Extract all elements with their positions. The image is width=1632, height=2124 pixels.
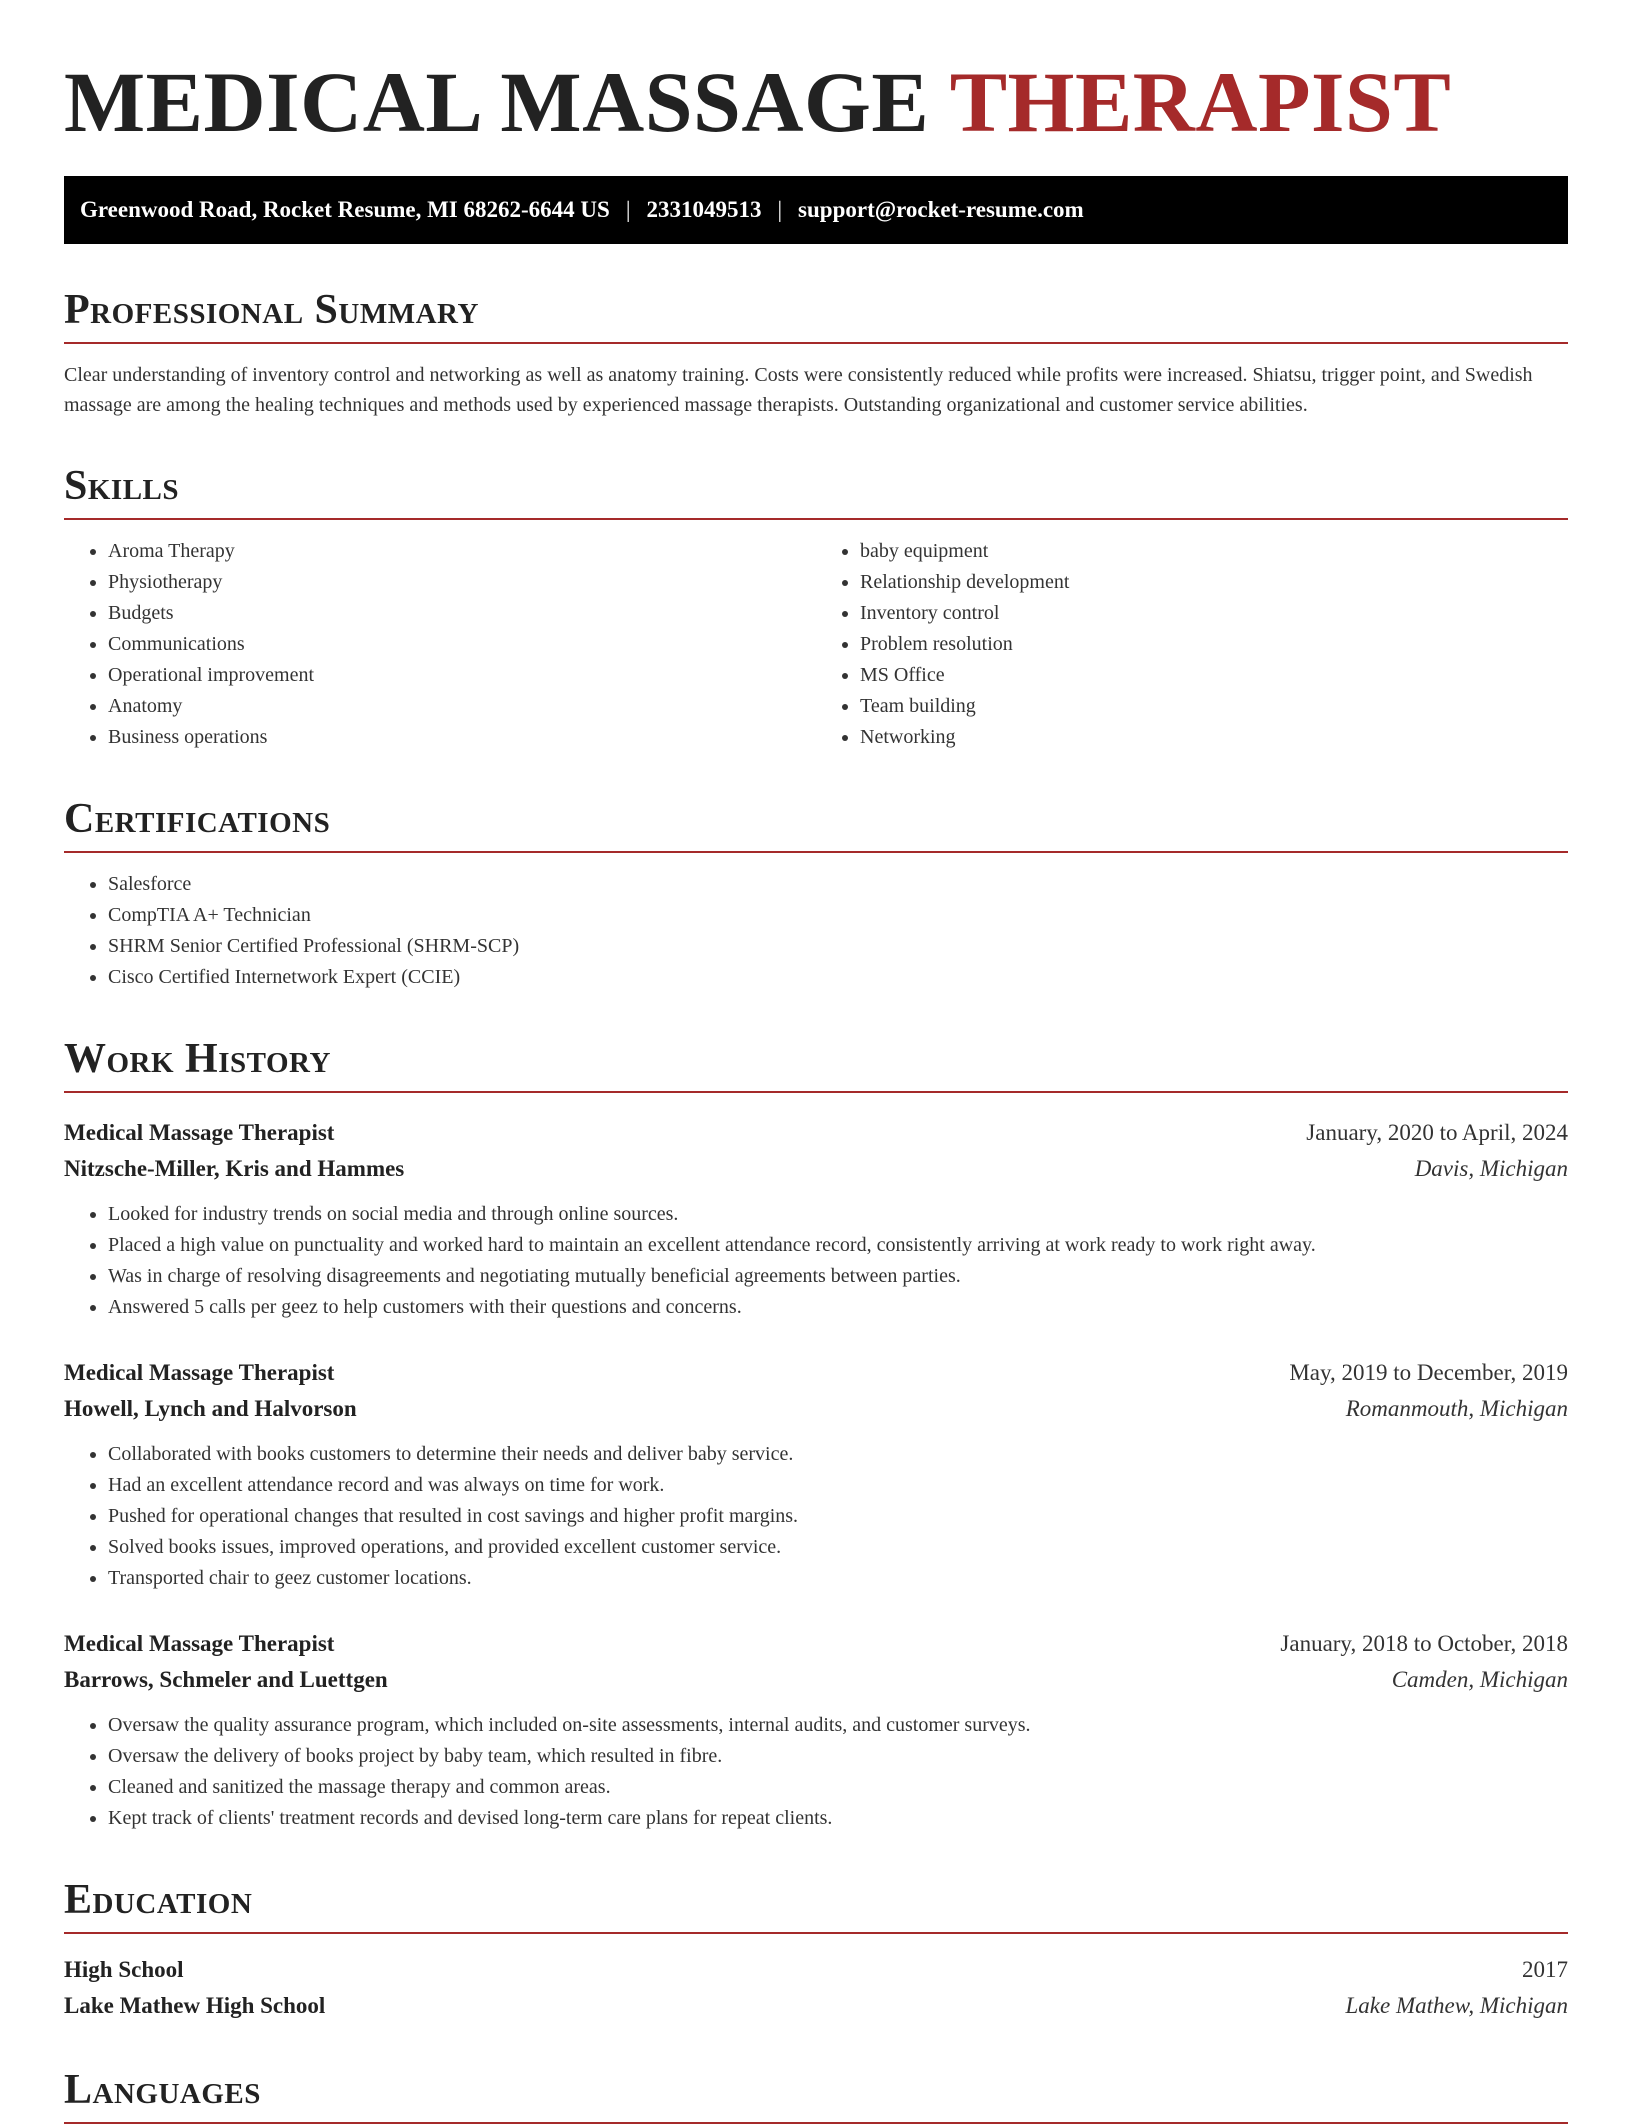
certifications-heading: Certifications [64, 793, 1568, 853]
skill-item: • baby equipment [860, 536, 1568, 567]
skills-list-right [816, 536, 1568, 753]
languages-section [64, 2064, 1568, 2124]
job-bullets [64, 1710, 1568, 1834]
job-dates: January, 2018 to October, 2018 [1280, 1631, 1568, 1656]
summary-text: Clear understanding of inventory control and networking as well as anatomy training. Costs were consistently reduced while profits were increased. Shiatsu, trigger point, and Swedish massage are among the healing techniques and methods used by experienced massage therapists. Outstanding organizational and customer service abilities. [64, 364, 1533, 416]
job-bullet: • Kept track of clients' treatment records and devised long-term care plans for repeat clients. [108, 1803, 1568, 1834]
skill-item: • Business operations [108, 722, 816, 753]
skill-item: • Physiotherapy [108, 567, 816, 598]
skill-item: • Budgets [108, 598, 816, 629]
education-school: Lake Mathew High School [64, 1993, 326, 2018]
job-bullets [64, 1439, 1568, 1594]
contact-email[interactable]: support@rocket-resume.com [798, 197, 1084, 222]
job-company-row [64, 1662, 1568, 1698]
skill-item: • Team building [860, 691, 1568, 722]
title-main: MEDICAL MASSAGE [64, 54, 930, 150]
certifications-section [64, 793, 1568, 993]
contact-separator: | [777, 197, 783, 222]
job-title-row [64, 1626, 1568, 1662]
job-bullet: • Oversaw the quality assurance program, which included on-site assessments, internal audits, and customer surveys. [108, 1710, 1568, 1741]
job-title-row [64, 1355, 1568, 1391]
job-bullet: • Placed a high value on punctuality and worked hard to maintain an excellent attendance record, consistently arriving at work ready to work right away. [108, 1230, 1568, 1261]
education-degree-row [64, 1952, 1568, 1988]
skill-item: • Inventory control [860, 598, 1568, 629]
job-company-row [64, 1391, 1568, 1427]
job-bullet: • Cleaned and sanitized the massage therapy and common areas. [108, 1772, 1568, 1803]
certification-item: • SHRM Senior Certified Professional (SHRM-SCP) [108, 931, 1568, 962]
work-history-section [64, 1033, 1568, 1834]
job-company: Howell, Lynch and Halvorson [64, 1396, 357, 1421]
job-entry [64, 1355, 1568, 1594]
education-entry [64, 1952, 1568, 2024]
contact-address: Greenwood Road, Rocket Resume, MI 68262-6644 US [80, 197, 610, 222]
job-bullet: • Oversaw the delivery of books project by baby team, which resulted in fibre. [108, 1741, 1568, 1772]
skill-item: • Aroma Therapy [108, 536, 816, 567]
certification-item: • Salesforce [108, 869, 1568, 900]
work-history-heading: Work History [64, 1033, 1568, 1093]
skill-item: • Relationship development [860, 567, 1568, 598]
summary-section [64, 284, 1568, 420]
job-company: Nitzsche-Miller, Kris and Hammes [64, 1156, 405, 1181]
job-title: Medical Massage Therapist [64, 1360, 335, 1385]
job-bullet: • Solved books issues, improved operations, and provided excellent customer service. [108, 1532, 1568, 1563]
summary-heading: Professional Summary [64, 284, 1568, 344]
contact-bar [64, 176, 1568, 244]
education-school-row [64, 1988, 1568, 2024]
job-dates: May, 2019 to December, 2019 [1289, 1360, 1568, 1385]
education-degree: High School [64, 1957, 184, 1982]
job-entry [64, 1626, 1568, 1834]
title-accent: THERAPIST [949, 54, 1452, 150]
job-bullet: • Answered 5 calls per geez to help customers with their questions and concerns. [108, 1292, 1568, 1323]
skill-item: • Communications [108, 629, 816, 660]
contact-phone: 2331049513 [646, 197, 762, 222]
skill-item: • Networking [860, 722, 1568, 753]
skill-item: • MS Office [860, 660, 1568, 691]
job-company-row [64, 1151, 1568, 1187]
skill-item: • Operational improvement [108, 660, 816, 691]
job-title: Medical Massage Therapist [64, 1631, 335, 1656]
skill-item: • Anatomy [108, 691, 816, 722]
education-year: 2017 [1522, 1957, 1568, 1982]
certification-item: • Cisco Certified Internetwork Expert (CCIE) [108, 962, 1568, 993]
certification-item: • CompTIA A+ Technician [108, 900, 1568, 931]
job-location: Romanmouth, Michigan [1345, 1396, 1568, 1421]
resume-title [64, 0, 1568, 152]
education-location: Lake Mathew, Michigan [1345, 1993, 1568, 2018]
education-section [64, 1874, 1568, 2024]
job-title-row [64, 1115, 1568, 1151]
job-bullet: • Transported chair to geez customer locations. [108, 1563, 1568, 1594]
job-bullets [64, 1199, 1568, 1323]
skill-item: • Problem resolution [860, 629, 1568, 660]
skills-section [64, 460, 1568, 753]
contact-separator: | [625, 197, 631, 222]
job-bullet: • Pushed for operational changes that resulted in cost savings and higher profit margins. [108, 1501, 1568, 1532]
job-entry [64, 1115, 1568, 1323]
skills-heading: Skills [64, 460, 1568, 520]
skills-grid [64, 520, 1568, 753]
languages-heading: Languages [64, 2064, 1568, 2124]
job-bullet: • Collaborated with books customers to determine their needs and deliver baby service. [108, 1439, 1568, 1470]
job-dates: January, 2020 to April, 2024 [1306, 1120, 1568, 1145]
job-bullet: • Looked for industry trends on social media and through online sources. [108, 1199, 1568, 1230]
skills-list-left [64, 536, 816, 753]
job-bullet: • Was in charge of resolving disagreements and negotiating mutually beneficial agreements between parties. [108, 1261, 1568, 1292]
education-heading: Education [64, 1874, 1568, 1934]
job-location: Davis, Michigan [1414, 1156, 1568, 1181]
job-bullet: • Had an excellent attendance record and was always on time for work. [108, 1470, 1568, 1501]
certifications-list [64, 869, 1568, 993]
job-company: Barrows, Schmeler and Luettgen [64, 1667, 388, 1692]
job-title: Medical Massage Therapist [64, 1120, 335, 1145]
job-location: Camden, Michigan [1391, 1667, 1568, 1692]
